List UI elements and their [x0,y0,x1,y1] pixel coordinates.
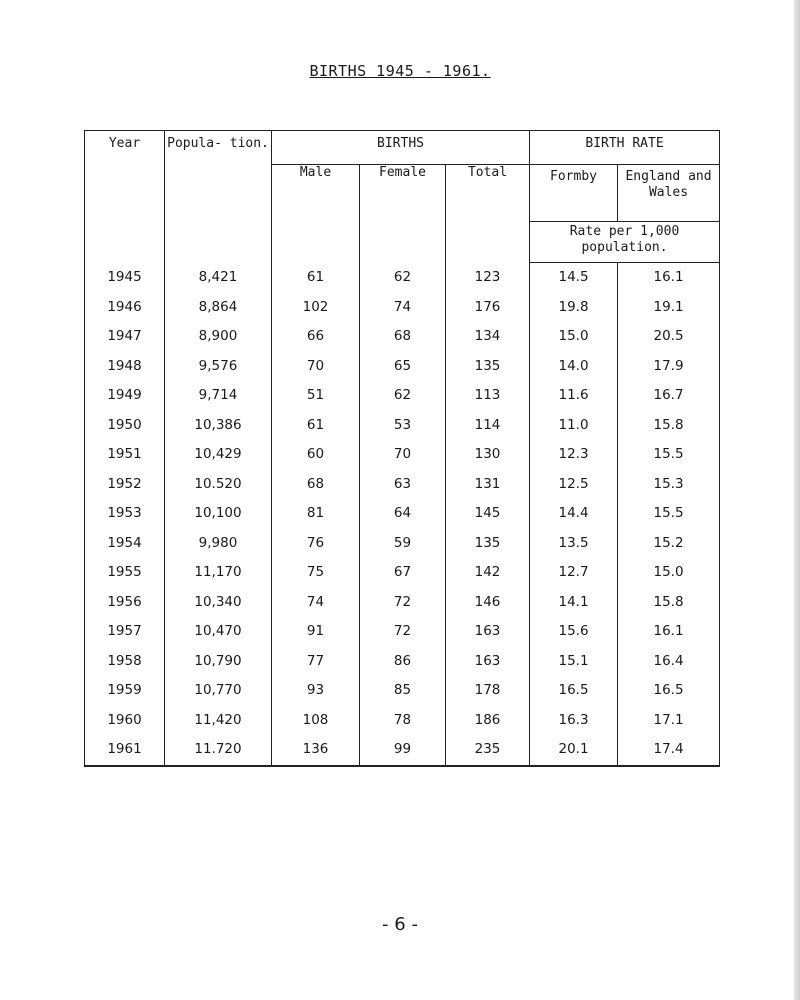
cell-year: 1960 [85,706,165,736]
page-edge [794,0,800,1000]
header-row [85,131,720,165]
cell-total: 123 [446,263,530,293]
header-total: Total [446,165,530,263]
cell-formby: 14.5 [530,263,618,293]
cell-male: 51 [272,381,360,411]
cell-total: 135 [446,352,530,382]
cell-formby: 20.1 [530,735,618,766]
cell-female: 74 [360,293,446,323]
table-row [85,352,720,382]
cell-year: 1953 [85,499,165,529]
table-row [85,499,720,529]
header-male: Male [272,165,360,263]
table-row [85,706,720,736]
cell-female: 68 [360,322,446,352]
cell-formby: 15.0 [530,322,618,352]
cell-female: 53 [360,411,446,441]
cell-male: 61 [272,411,360,441]
cell-population: 10,386 [165,411,272,441]
cell-total: 176 [446,293,530,323]
cell-england-wales: 16.1 [618,617,720,647]
cell-total: 114 [446,411,530,441]
cell-year: 1955 [85,558,165,588]
cell-female: 59 [360,529,446,559]
cell-female: 72 [360,588,446,618]
table-row [85,676,720,706]
table-row [85,322,720,352]
cell-male: 76 [272,529,360,559]
cell-formby: 15.1 [530,647,618,677]
cell-england-wales: 17.1 [618,706,720,736]
cell-year: 1951 [85,440,165,470]
cell-total: 113 [446,381,530,411]
cell-england-wales: 19.1 [618,293,720,323]
cell-total: 130 [446,440,530,470]
cell-population: 8,421 [165,263,272,293]
cell-population: 11,420 [165,706,272,736]
cell-population: 8,900 [165,322,272,352]
header-year: Year [85,131,165,263]
cell-male: 93 [272,676,360,706]
cell-male: 77 [272,647,360,677]
cell-england-wales: 15.5 [618,440,720,470]
header-birth-rate: BIRTH RATE [530,131,720,165]
header-population: Popula- tion. [165,131,272,263]
cell-formby: 15.6 [530,617,618,647]
cell-formby: 19.8 [530,293,618,323]
cell-year: 1948 [85,352,165,382]
table-row [85,529,720,559]
header-births: BIRTHS [272,131,530,165]
cell-male: 81 [272,499,360,529]
cell-male: 136 [272,735,360,766]
cell-england-wales: 17.4 [618,735,720,766]
cell-male: 60 [272,440,360,470]
cell-england-wales: 15.0 [618,558,720,588]
table-row [85,293,720,323]
cell-population: 11,170 [165,558,272,588]
cell-population: 10,790 [165,647,272,677]
cell-population: 10,429 [165,440,272,470]
cell-female: 67 [360,558,446,588]
cell-female: 62 [360,381,446,411]
cell-female: 62 [360,263,446,293]
cell-year: 1946 [85,293,165,323]
cell-female: 72 [360,617,446,647]
cell-england-wales: 16.4 [618,647,720,677]
cell-year: 1956 [85,588,165,618]
header-female: Female [360,165,446,263]
cell-male: 75 [272,558,360,588]
cell-england-wales: 17.9 [618,352,720,382]
cell-england-wales: 15.8 [618,588,720,618]
cell-male: 66 [272,322,360,352]
cell-female: 70 [360,440,446,470]
cell-total: 131 [446,470,530,500]
cell-population: 11.720 [165,735,272,766]
table-row [85,411,720,441]
cell-male: 102 [272,293,360,323]
cell-england-wales: 16.5 [618,676,720,706]
cell-population: 10,770 [165,676,272,706]
header-england-wales: England and Wales [618,165,720,222]
cell-total: 145 [446,499,530,529]
cell-population: 10,100 [165,499,272,529]
table-row [85,735,720,766]
cell-year: 1947 [85,322,165,352]
cell-female: 64 [360,499,446,529]
cell-year: 1950 [85,411,165,441]
cell-england-wales: 15.8 [618,411,720,441]
cell-male: 68 [272,470,360,500]
cell-formby: 12.7 [530,558,618,588]
table-row [85,470,720,500]
cell-female: 65 [360,352,446,382]
table-row [85,381,720,411]
cell-formby: 12.3 [530,440,618,470]
cell-formby: 13.5 [530,529,618,559]
cell-total: 135 [446,529,530,559]
cell-male: 91 [272,617,360,647]
cell-population: 9,714 [165,381,272,411]
header-formby: Formby [530,165,618,222]
cell-population: 10,340 [165,588,272,618]
table-row [85,647,720,677]
cell-female: 85 [360,676,446,706]
cell-formby: 14.4 [530,499,618,529]
cell-male: 74 [272,588,360,618]
table-row [85,440,720,470]
cell-england-wales: 16.1 [618,263,720,293]
table-row [85,558,720,588]
cell-total: 142 [446,558,530,588]
cell-england-wales: 20.5 [618,322,720,352]
cell-total: 163 [446,647,530,677]
cell-formby: 16.5 [530,676,618,706]
cell-formby: 12.5 [530,470,618,500]
cell-formby: 14.0 [530,352,618,382]
cell-total: 146 [446,588,530,618]
cell-year: 1961 [85,735,165,766]
cell-population: 8,864 [165,293,272,323]
cell-year: 1954 [85,529,165,559]
cell-female: 99 [360,735,446,766]
cell-total: 235 [446,735,530,766]
cell-year: 1957 [85,617,165,647]
table-row [85,263,720,293]
rate-note: Rate per 1,000 population. [530,222,720,263]
cell-formby: 11.6 [530,381,618,411]
cell-female: 86 [360,647,446,677]
cell-formby: 11.0 [530,411,618,441]
cell-formby: 16.3 [530,706,618,736]
cell-male: 61 [272,263,360,293]
cell-female: 78 [360,706,446,736]
page-title: BIRTHS 1945 - 1961. [309,62,491,80]
cell-england-wales: 16.7 [618,381,720,411]
cell-population: 10.520 [165,470,272,500]
cell-england-wales: 15.2 [618,529,720,559]
table-row [85,588,720,618]
cell-total: 186 [446,706,530,736]
table-row [85,617,720,647]
cell-population: 9,576 [165,352,272,382]
cell-year: 1959 [85,676,165,706]
cell-formby: 14.1 [530,588,618,618]
cell-male: 70 [272,352,360,382]
cell-population: 10,470 [165,617,272,647]
cell-male: 108 [272,706,360,736]
cell-year: 1952 [85,470,165,500]
cell-year: 1945 [85,263,165,293]
cell-female: 63 [360,470,446,500]
table-body [85,263,720,766]
cell-total: 163 [446,617,530,647]
cell-total: 178 [446,676,530,706]
cell-england-wales: 15.5 [618,499,720,529]
page-number: - 6 - [382,914,418,935]
cell-england-wales: 15.3 [618,470,720,500]
births-table [84,130,720,767]
cell-total: 134 [446,322,530,352]
cell-population: 9,980 [165,529,272,559]
cell-year: 1958 [85,647,165,677]
cell-year: 1949 [85,381,165,411]
